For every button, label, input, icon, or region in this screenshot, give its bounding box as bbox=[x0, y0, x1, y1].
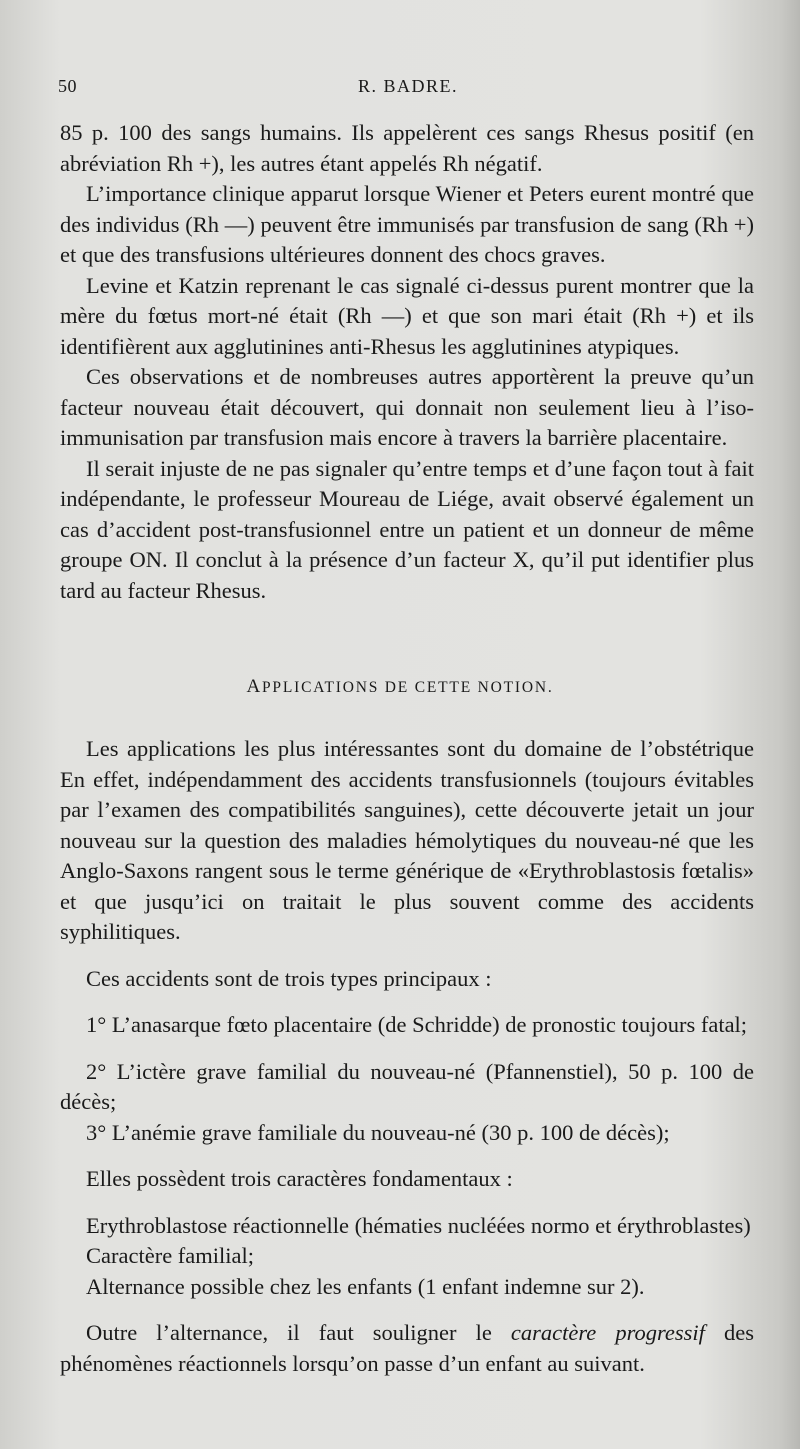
list-item: 3° L’anémie grave familiale du nouveau-né (30 p. 100 de décès); bbox=[86, 1119, 670, 1145]
list-item: 1° L’anasarque fœto placentaire (de Schridde) de pronostic toujours fatal; bbox=[86, 1012, 748, 1037]
list-item: 2° L’ictère grave familial du nouveau-né (Pfannenstiel), 50 p. 100 de décès; bbox=[60, 1058, 754, 1114]
body-text-section-2 bbox=[60, 734, 754, 1379]
section-heading-initial: A bbox=[246, 676, 263, 697]
paragraph: L’importance clinique apparut lorsque Wiener et Peters eurent montré que des individus (Rh —) peuvent être immunisés par transfusion de sang (Rh +) et que des transfusions ultérieures donnent des chocs graves. bbox=[60, 181, 754, 267]
paragraph: Ces observations et de nombreuses autres apportèrent la preuve qu’un facteur nouveau était découvert, qui donnait non seulement lieu à l’iso-immunisation par transfusion mais encore à travers la barrière placentaire. bbox=[60, 364, 754, 450]
emphasis: caractère progressif bbox=[510, 1320, 705, 1345]
paragraph: Levine et Katzin reprenant le cas signalé ci-dessus purent montrer que la mère du fœtus mort-né était (Rh —) et que son mari était (Rh +) et ils identifièrent aux agglutinines anti-Rhesus les agglutinines atypiques. bbox=[60, 272, 754, 359]
section-heading bbox=[0, 676, 800, 698]
paragraph: Ces accidents sont de trois types principaux : bbox=[86, 965, 492, 991]
paragraph: 85 p. 100 des sangs humains. Ils appelèrent ces sangs Rhesus positif (en abréviation Rh +), les autres étant appelés Rh négatif. bbox=[60, 120, 754, 176]
section-heading-rest: PPLICATIONS DE CETTE NOTION. bbox=[262, 679, 554, 696]
list-item: Caractère familial; bbox=[86, 1243, 255, 1268]
closing-text-end: des phénomènes réactionnels lorsqu’on passe d’un enfant au suivant. bbox=[60, 1320, 754, 1376]
paragraph: Elles possèdent trois caractères fondamentaux : bbox=[86, 1166, 513, 1191]
paragraph: Les applications les plus intéressantes sont du domaine de l’obstétrique En effet, indépendamment des accidents transfusionnels (toujours évitables par l’examen des compatibilités sanguines), cette découverte jetait un jour nouveau sur la question des maladies hémolytiques du nouveau-né que les Anglo-Saxons rangent sous le terme générique de «Erythroblastosis fœtalis» et que jusqu’ici on traitait le plus souvent comme des accidents syphilitiques. bbox=[60, 736, 754, 944]
list-item: Erythroblastose réactionnelle (hématies nucléées normo et érythroblastes) bbox=[86, 1212, 751, 1238]
list-item: Alternance possible chez les enfants (1 enfant indemne sur 2). bbox=[86, 1273, 645, 1299]
page-number: 50 bbox=[58, 76, 77, 96]
closing-text-start: Outre l’alternance, il faut souligner le bbox=[86, 1320, 511, 1345]
paragraph: Il serait injuste de ne pas signaler qu’entre temps et d’une façon tout à fait indépendante, le professeur Moureau de Liége, avait observé également un cas d’accident post-transfusionnel entre un patient et un donneur de même groupe ON. Il conclut à la présence d’un facteur X, qu’il put identifier plus tard au facteur Rhesus. bbox=[60, 455, 754, 603]
paragraph bbox=[60, 1318, 754, 1379]
page-header bbox=[58, 76, 758, 100]
running-head: R. BADRE. bbox=[358, 76, 459, 96]
body-text-section-1 bbox=[60, 118, 754, 606]
